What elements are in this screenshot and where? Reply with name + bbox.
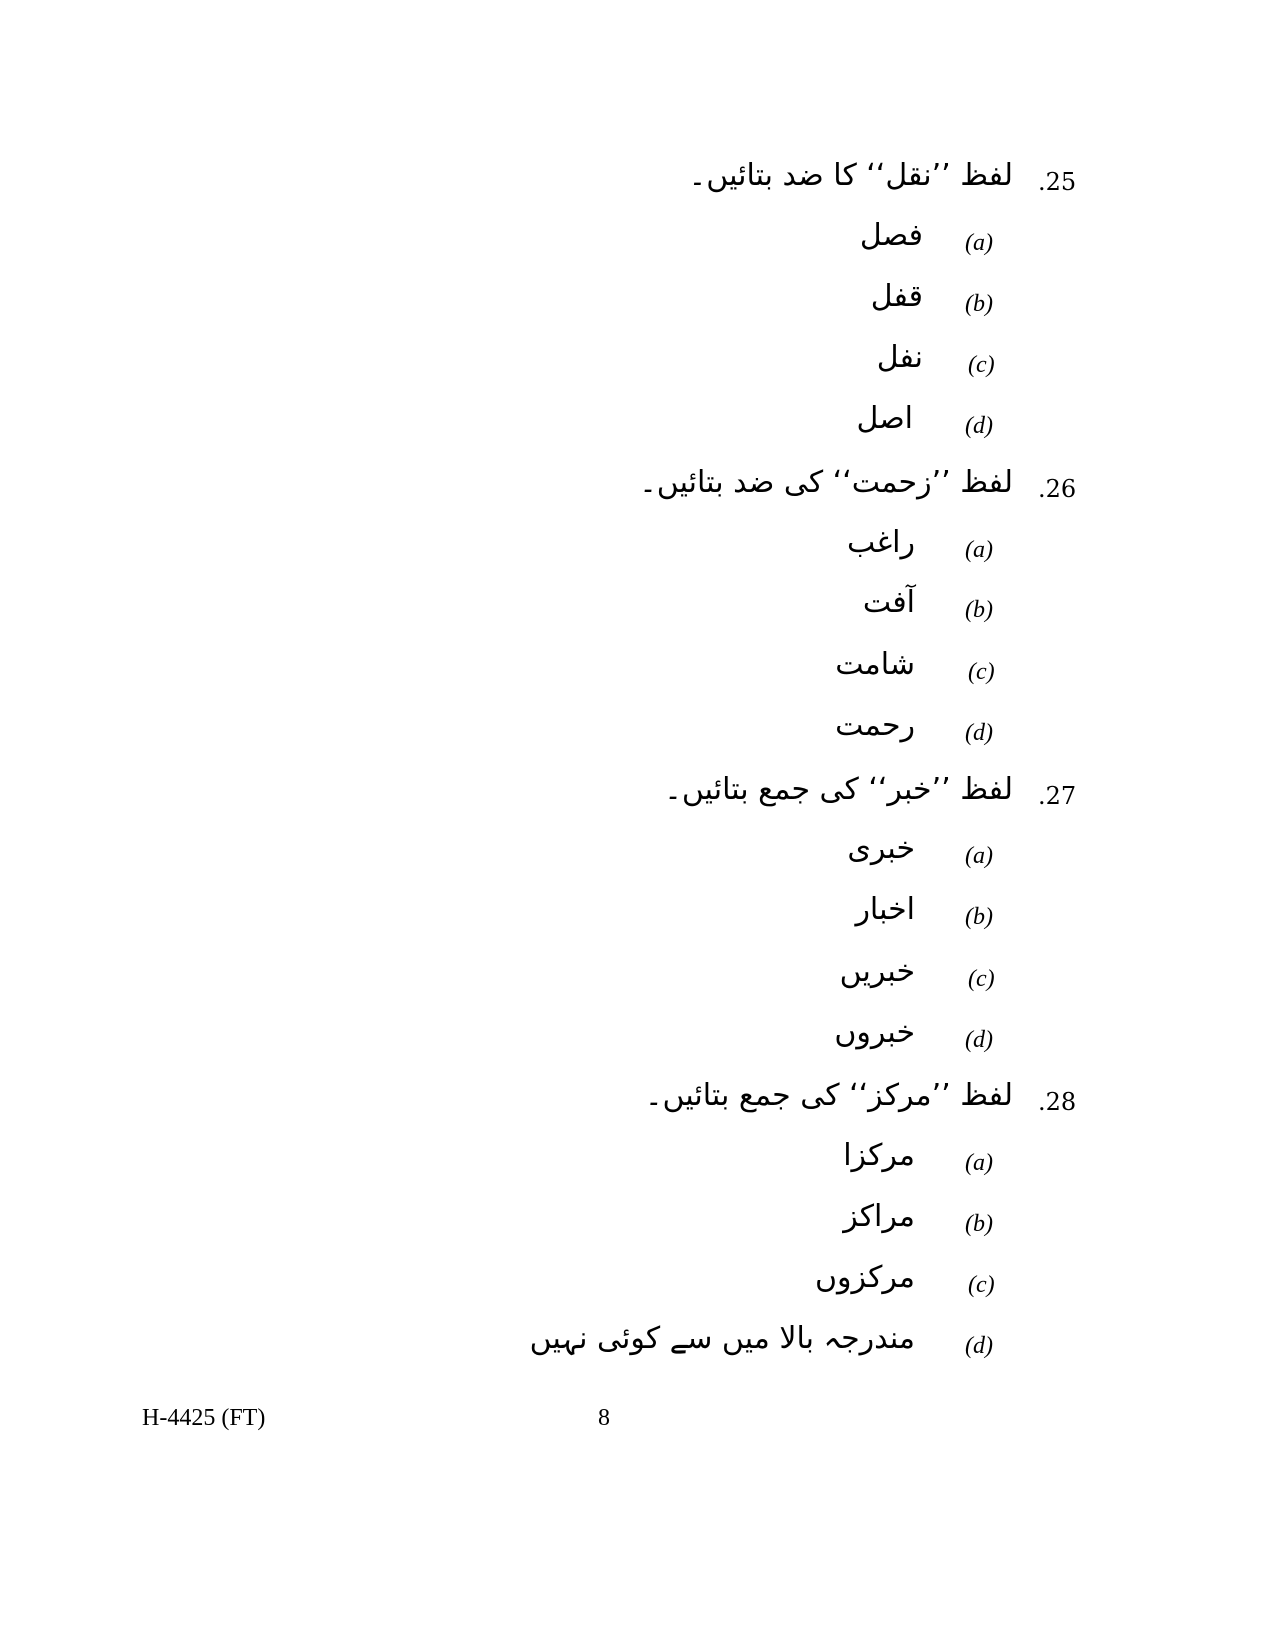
paper-code: H-4425 (FT) xyxy=(142,1405,266,1431)
option-label: (c) xyxy=(968,1272,995,1298)
option-text: اخبار xyxy=(855,892,915,927)
option-text: مندرجہ بالا میں سے کوئی نہیں xyxy=(529,1321,915,1356)
option-label: (d) xyxy=(965,1333,993,1359)
question-text: لفظ ’’زحمت‘‘ کی ضد بتائیں۔ xyxy=(639,465,1013,500)
option-label: (a) xyxy=(965,537,993,563)
option-label: (a) xyxy=(965,843,993,869)
question-number: .28 xyxy=(1038,1088,1077,1116)
option-label: (b) xyxy=(965,291,993,317)
option-text: قفل xyxy=(870,279,923,314)
option-text: فصل xyxy=(859,218,923,253)
option-label: (b) xyxy=(965,1211,993,1237)
option-label: (c) xyxy=(968,966,995,992)
page-number: 8 xyxy=(598,1405,610,1431)
option-label: (d) xyxy=(965,413,993,439)
question-text: لفظ ’’خبر‘‘ کی جمع بتائیں۔ xyxy=(664,772,1013,807)
option-text: مرکزا xyxy=(843,1138,915,1173)
question-text: لفظ ’’مرکز‘‘ کی جمع بتائیں۔ xyxy=(644,1078,1013,1113)
option-text: نفل xyxy=(876,340,923,375)
option-text: شامت xyxy=(835,647,915,682)
question-number: .27 xyxy=(1038,782,1077,810)
option-text: خبریں xyxy=(839,954,915,989)
question-number: .26 xyxy=(1038,475,1077,503)
option-label: (a) xyxy=(965,230,993,256)
option-text: خبروں xyxy=(834,1015,915,1050)
option-text: اصل xyxy=(856,401,913,436)
option-label: (d) xyxy=(965,1027,993,1053)
question-text: لفظ ’’نقل‘‘ کا ضد بتائیں۔ xyxy=(688,158,1013,193)
question-number: .25 xyxy=(1038,168,1077,196)
option-text: رحمت xyxy=(835,708,915,743)
option-text: خبری xyxy=(847,831,915,866)
option-label: (c) xyxy=(968,352,995,378)
option-label: (b) xyxy=(965,904,993,930)
option-text: آفت xyxy=(862,585,915,620)
option-label: (b) xyxy=(965,597,993,623)
option-label: (c) xyxy=(968,659,995,685)
option-text: مرکزوں xyxy=(815,1260,915,1295)
option-label: (d) xyxy=(965,720,993,746)
option-text: مراکز xyxy=(843,1199,915,1234)
option-text: راغب xyxy=(847,525,915,560)
option-label: (a) xyxy=(965,1150,993,1176)
